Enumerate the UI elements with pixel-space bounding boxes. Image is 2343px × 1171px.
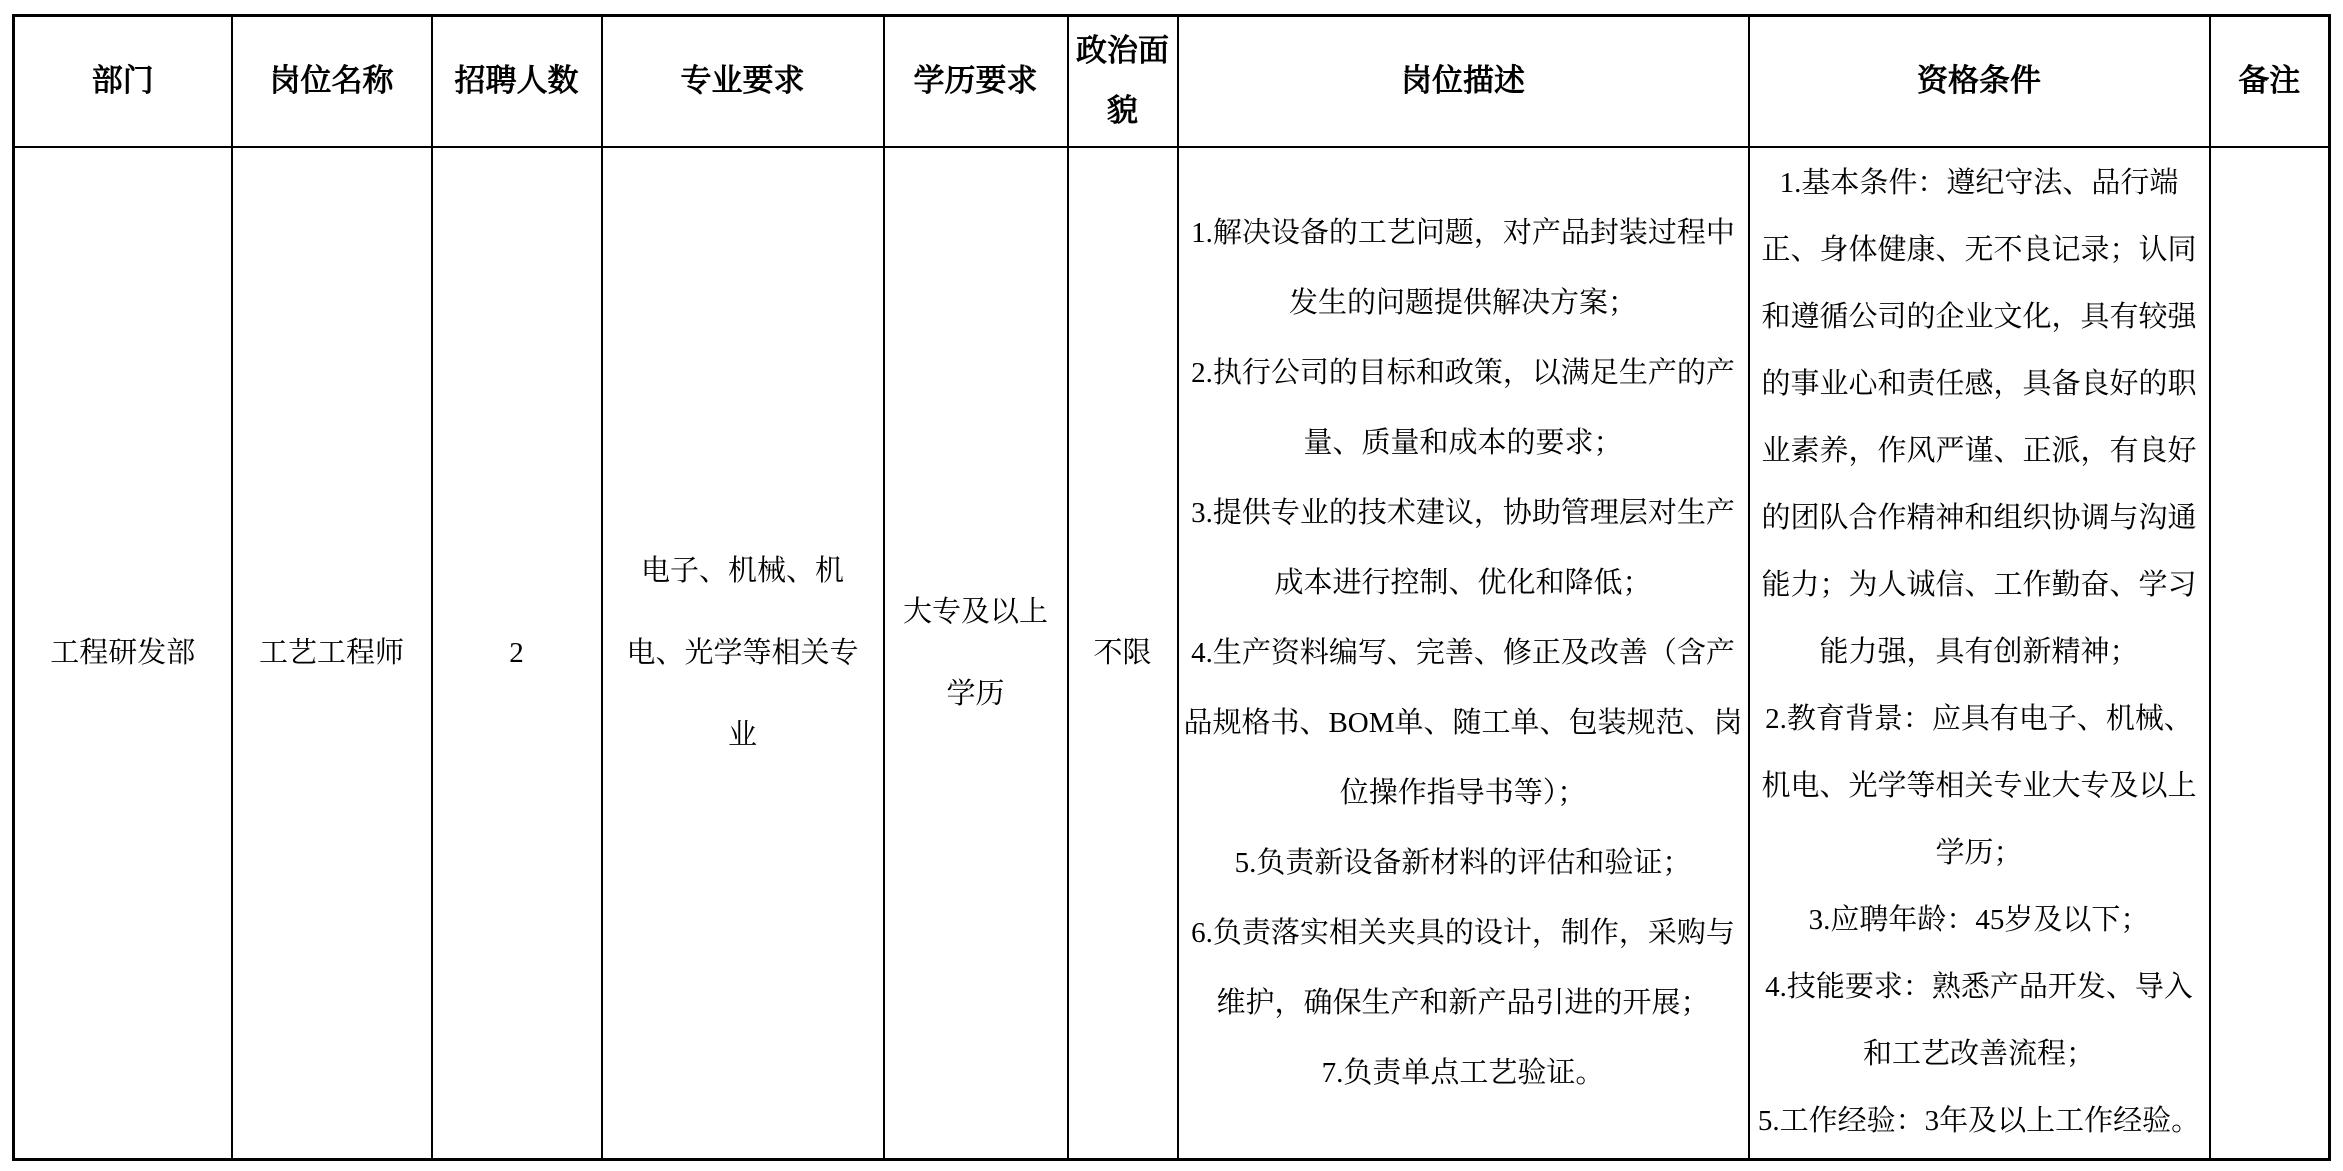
text-line: 的事业心和责任感，具备良好的职 [1761, 368, 2197, 401]
text-line: 能力强，具有创新精神； [1819, 636, 2139, 669]
text-line: 学历要求 [913, 63, 1038, 99]
text-line: 5.工作经验：3年及以上工作经验。 [1757, 1105, 2201, 1138]
text-line: 业 [727, 718, 757, 751]
department-value: 工程研发部 [50, 636, 196, 669]
cell-qualification [1749, 147, 2210, 1160]
cell-position-name [232, 147, 432, 1160]
text-line: 部门 [91, 63, 154, 99]
text-line: 大专及以上 [902, 595, 1048, 628]
text-line: 正、身体健康、无不良记录；认同 [1761, 234, 2197, 267]
text-line: 资格条件 [1917, 63, 2041, 99]
text-line: 量、质量和成本的要求； [1303, 426, 1623, 459]
header-remark [2210, 16, 2330, 147]
text-line: 7.负责单点工艺验证。 [1321, 1056, 1605, 1089]
text-line: 位操作指导书等）； [1339, 776, 1587, 809]
text-line: 招聘人数 [454, 63, 579, 99]
header-major-requirement [602, 16, 884, 147]
header-political-status [1068, 16, 1178, 147]
text-line: 学历 [946, 677, 1005, 710]
text-line: 备注 [2238, 63, 2301, 99]
text-line: 和遵循公司的企业文化，具有较强 [1761, 301, 2197, 334]
text-line: 4.生产资料编写、完善、修正及改善（含产 [1191, 636, 1735, 669]
text-line: 专业要求 [680, 63, 805, 99]
text-line: 电、光学等相关专 [626, 636, 859, 669]
recruit-count-value: 2 [509, 636, 524, 669]
position-name-value: 工艺工程师 [258, 636, 404, 669]
text-line: 成本进行控制、优化和降低； [1274, 566, 1652, 599]
table-row [14, 147, 2330, 1160]
text-line: 3.应聘年龄：45岁及以下； [1808, 904, 2150, 937]
text-line: 3.提供专业的技术建议，协助管理层对生产 [1191, 496, 1735, 529]
text-line: 2.执行公司的目标和政策，以满足生产的产 [1191, 356, 1735, 389]
text-line: 4.技能要求：熟悉产品开发、导入 [1765, 971, 2193, 1004]
header-job-description [1178, 16, 1749, 147]
text-line: 电子、机械、机 [640, 554, 844, 587]
text-line: 6.负责落实相关夹具的设计，制作，采购与 [1191, 916, 1735, 949]
text-line: 品规格书、BOM单、随工单、包装规范、岗 [1183, 706, 1743, 739]
text-line: 政治面 [1076, 33, 1169, 69]
text-line: 和工艺改善流程； [1862, 1038, 2095, 1071]
text-line: 1.基本条件：遵纪守法、品行端 [1779, 167, 2179, 200]
political-status-value: 不限 [1093, 636, 1152, 669]
text-line: 2.教育背景：应具有电子、机械、 [1765, 703, 2193, 736]
cell-remark [2210, 147, 2330, 1160]
table-header-row [14, 16, 2330, 147]
cell-major-requirement [602, 147, 884, 1160]
header-position-name [232, 16, 432, 147]
text-line: 的团队合作精神和组织协调与沟通 [1761, 502, 2197, 535]
cell-political-status [1068, 147, 1178, 1160]
header-qualification [1749, 16, 2210, 147]
text-line: 岗位描述 [1401, 63, 1525, 99]
header-education-requirement [884, 16, 1068, 147]
text-line: 机电、光学等相关专业大专及以上 [1761, 770, 2197, 803]
text-line: 发生的问题提供解决方案； [1288, 286, 1637, 319]
recruitment-table [12, 14, 2331, 1161]
cell-job-description [1178, 147, 1749, 1160]
text-line: 5.负责新设备新材料的评估和验证； [1234, 846, 1692, 879]
text-line: 1.解决设备的工艺问题，对产品封装过程中 [1191, 216, 1735, 249]
text-line: 维护，确保生产和新产品引进的开展； [1216, 986, 1710, 1019]
cell-education-requirement [884, 147, 1068, 1160]
text-line: 岗位名称 [269, 63, 394, 99]
text-line: 能力；为人诚信、工作勤奋、学习 [1761, 569, 2197, 602]
cell-department [14, 147, 232, 1160]
cell-recruit-count [432, 147, 602, 1160]
text-line: 貌 [1107, 93, 1138, 129]
text-line: 学历； [1935, 837, 2023, 870]
header-recruit-count [432, 16, 602, 147]
text-line: 业素养，作风严谨、正派，有良好 [1761, 435, 2197, 468]
header-department [14, 16, 232, 147]
